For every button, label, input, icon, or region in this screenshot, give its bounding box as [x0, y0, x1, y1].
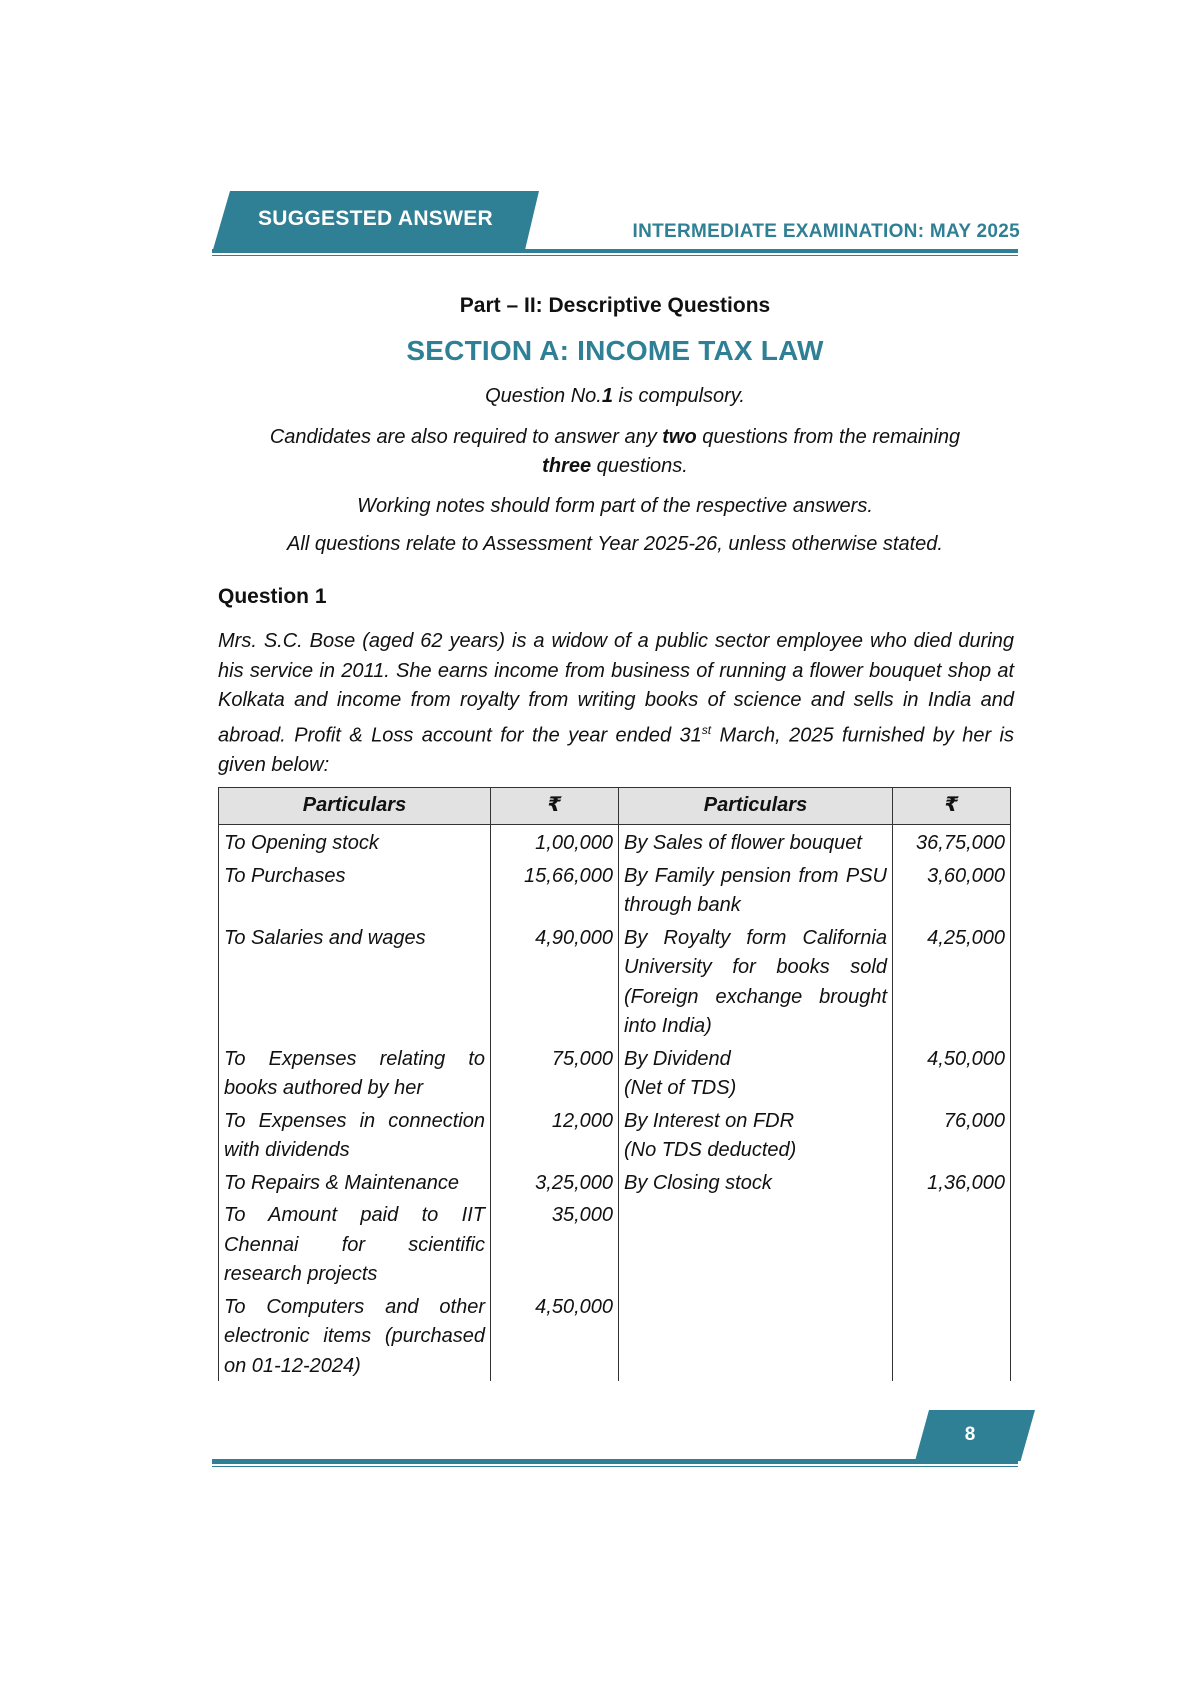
debit-particular: To Salaries and wages	[219, 921, 491, 1042]
credit-particular: By Family pension from PSU through bank	[619, 859, 893, 921]
debit-amount: 15,66,000	[491, 859, 619, 921]
debit-particular: To Purchases	[219, 859, 491, 921]
credit-particular: By Royalty form California University for books sold (Foreign exchange brought into India)	[619, 921, 893, 1042]
table-row	[219, 1042, 1011, 1104]
debit-particular: To Repairs & Maintenance	[219, 1166, 491, 1199]
footer-rule-thin	[212, 1466, 1018, 1467]
exam-title: INTERMEDIATE EXAMINATION: MAY 2025	[632, 221, 1020, 242]
credit-particular	[619, 1290, 893, 1382]
credit-amount: 1,36,000	[893, 1166, 1011, 1199]
credit-amount	[893, 1198, 1011, 1290]
debit-particular: To Opening stock	[219, 825, 491, 859]
instruction-choice: Candidates are also required to answer any two questions from the remaining three questions.	[269, 426, 961, 477]
header-debit-amount: ₹	[491, 788, 619, 825]
instruction-assessment-year: All questions relate to Assessment Year 2025-26, unless otherwise stated.	[287, 533, 943, 555]
table-row	[219, 1166, 1011, 1199]
credit-particular: By Dividend (Net of TDS)	[619, 1042, 893, 1104]
credit-amount: 36,75,000	[893, 825, 1011, 859]
table-row	[219, 1290, 1011, 1382]
credit-amount: 76,000	[893, 1104, 1011, 1166]
debit-amount: 35,000	[491, 1198, 619, 1290]
debit-amount: 3,25,000	[491, 1166, 619, 1199]
debit-particular: To Expenses in connection with dividends	[219, 1104, 491, 1166]
debit-particular: To Amount paid to IIT Chennai for scientific research projects	[219, 1198, 491, 1290]
header-rule	[212, 249, 1018, 253]
header-rule-thin	[212, 255, 1018, 256]
credit-amount: 4,25,000	[893, 921, 1011, 1042]
instruction-compulsory: Question No.1 is compulsory.	[485, 385, 745, 407]
table-row	[219, 859, 1011, 921]
profit-loss-table	[218, 787, 1011, 1381]
credit-particular: By Interest on FDR (No TDS deducted)	[619, 1104, 893, 1166]
debit-amount: 4,50,000	[491, 1290, 619, 1382]
table-row	[219, 921, 1011, 1042]
debit-amount: 4,90,000	[491, 921, 619, 1042]
debit-amount: 75,000	[491, 1042, 619, 1104]
question-heading: Question 1	[218, 585, 327, 608]
header-debit-particulars: Particulars	[219, 788, 491, 825]
credit-amount: 4,50,000	[893, 1042, 1011, 1104]
table-row	[219, 825, 1011, 859]
footer-rule	[212, 1459, 1018, 1464]
instruction-working-notes: Working notes should form part of the respective answers.	[357, 495, 873, 517]
header-credit-amount: ₹	[893, 788, 1011, 825]
header-tab-label: SUGGESTED ANSWER	[257, 207, 494, 230]
debit-particular: To Computers and other electronic items (purchased on 01-12-2024)	[219, 1290, 491, 1382]
page-number: 8	[964, 1424, 976, 1445]
credit-particular: By Closing stock	[619, 1166, 893, 1199]
credit-particular: By Sales of flower bouquet	[619, 825, 893, 859]
debit-amount: 1,00,000	[491, 825, 619, 859]
header-credit-particulars: Particulars	[619, 788, 893, 825]
credit-particular	[619, 1198, 893, 1290]
credit-amount: 3,60,000	[893, 859, 1011, 921]
table-header-row	[219, 788, 1011, 825]
question-paragraph: Mrs. S.C. Bose (aged 62 years) is a widow of a public sector employee who died during his service in 2011. She earns income from business of running a flower bouquet shop at Kolkata and income from royalty from writing books of science and sells in India and abroad. Profit & Loss account for the year ended 31st March, 2025 furnished by her is given below:	[218, 630, 1014, 776]
table-row	[219, 1104, 1011, 1166]
part-title: Part – II: Descriptive Questions	[459, 294, 771, 317]
debit-amount: 12,000	[491, 1104, 619, 1166]
debit-particular: To Expenses relating to books authored by her	[219, 1042, 491, 1104]
table-row	[219, 1198, 1011, 1290]
credit-amount	[893, 1290, 1011, 1382]
section-title: SECTION A: INCOME TAX LAW	[406, 335, 824, 366]
